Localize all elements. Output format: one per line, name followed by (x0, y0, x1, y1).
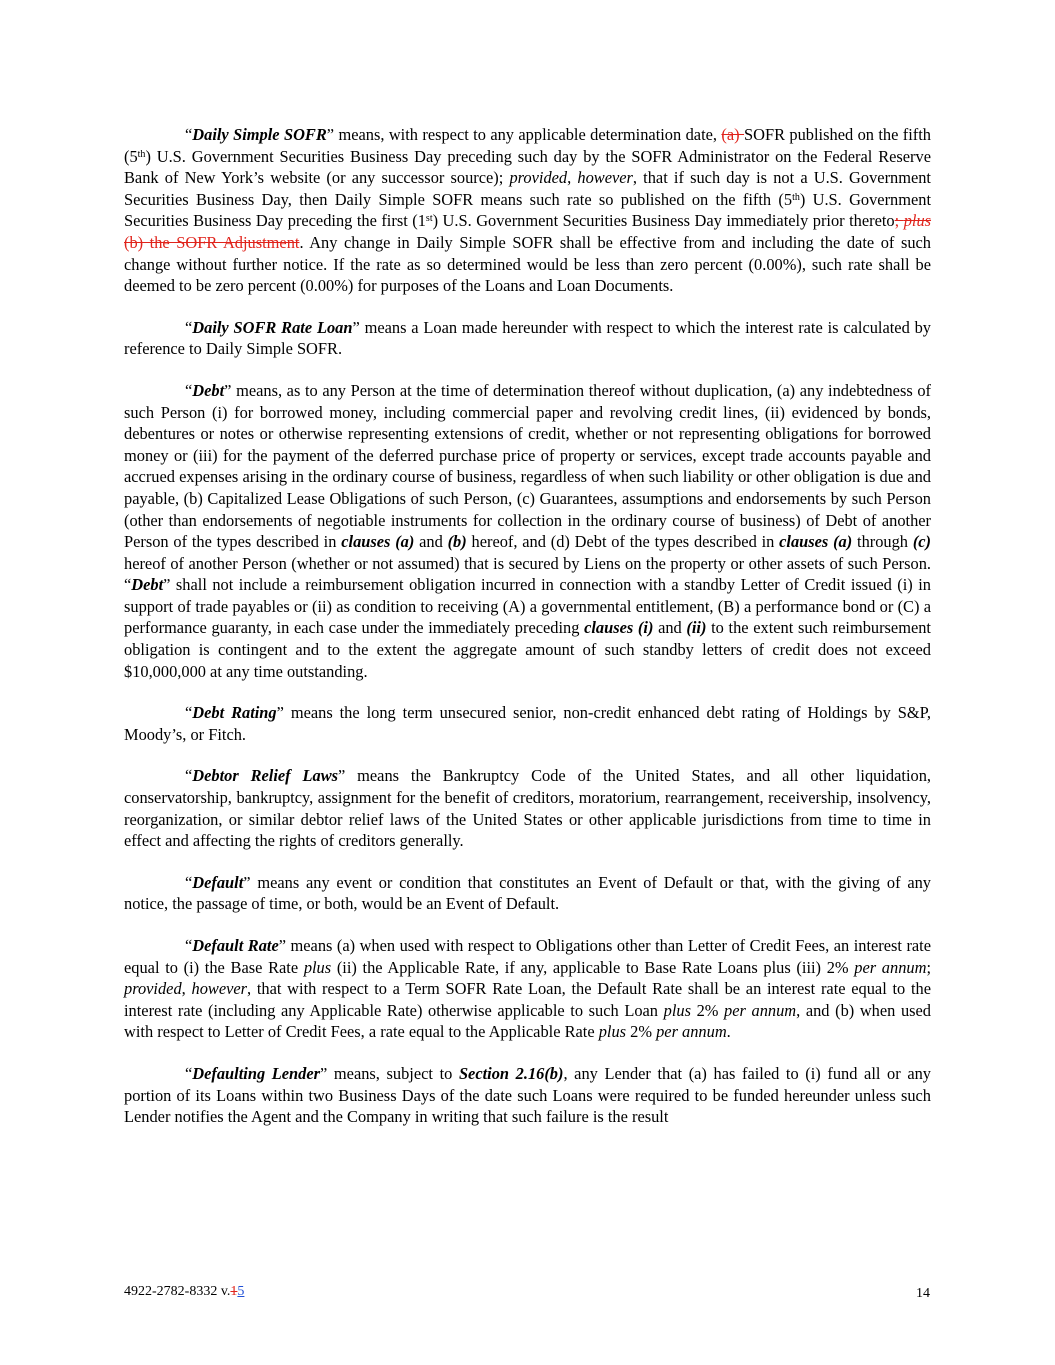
definition-daily-sofr-rate-loan: “Daily SOFR Rate Loan” means a Loan made hereunder with respect to which the interest rate is calculated by reference to Daily Simple SOFR. (124, 317, 931, 359)
defined-term: Debt (131, 575, 164, 595)
clause-reference: clauses (a) (779, 532, 853, 552)
deleted-version: 1 (230, 1284, 238, 1299)
deleted-text: (a) (721, 125, 745, 144)
defined-term: Default (192, 872, 244, 892)
clause-reference: clauses (a) (341, 532, 415, 552)
defined-term: Daily Simple SOFR (192, 125, 327, 144)
inserted-version: 5 (237, 1284, 245, 1299)
definition-debtor-relief-laws: “Debtor Relief Laws” means the Bankruptcy Code of the United States, and all other liquidation, conservatorship, bankruptcy, assignment for the benefit of creditors, moratorium, rearrangement, receivership, insolvency, reorganization, or similar debtor relief laws of the United States or other applicable jurisdictions from time to time in effect and affecting the rights of creditors generally. (124, 766, 931, 851)
defined-term: Defaulting Lender (192, 1063, 321, 1083)
defined-term: Daily SOFR Rate Loan (192, 317, 353, 337)
definition-debt: “Debt” means, as to any Person at the time of determination thereof without duplication, (a) any indebtedness of such Person (i) for borrowed money, including commercial paper and revolving credit lines, (ii) evidenced by bonds, debentures or notes or otherwise representing extensions of credit, whether or not representing obligations for borrowed money or (iii) for the payment of the deferred purchase price of property or services, except trade accounts payable and accrued expenses arising in the ordinary course of business, regardless of when such liability or other obligation is due and payable, (b) Capitalized Lease Obligations of such Person, (c) Guarantees, assumptions and endorsements by such Person (other than endorsements of negotiable instruments for collection in the ordinary course of business) of Debt of another Person of the types described in clauses (a) and (b) hereof, and (d) Debt of the types described in clauses (a) through (c) hereof of another Person (whether or not assumed) that is secured by Liens on the property or other assets of such Person. “Debt” shall not include a reimbursement obligation incurred in connection with a standby Letter of Credit issued (i) in support of trade payables or (ii) as condition to receiving (A) a governmental entitlement, (B) a performance bond or (C) a performance guaranty, in each case under the immediately preceding clauses (i) and (ii) to the extent such reimbursement obligation is contingent and to the extent the aggregate amount of such standby letters of credit does not exceed $10,000,000 at any time outstanding. (124, 380, 932, 681)
definition-daily-simple-sofr: “Daily Simple SOFR” means, with respect to any applicable determination date, (a) SOFR published on the fifth (5th) U.S. Government Securities Business Day preceding such day by the SOFR Administrator on the Federal Reserve Bank of New York’s website (or any successor source); provided, however, that if such day is not a U.S. Government Securities Business Day, then Daily Simple SOFR means such rate so published on the fifth (5th) U.S. Government Securities Business Day preceding the first (1st) U.S. Government Securities Business Day immediately prior thereto; plus (b) the SOFR Adjustment. Any change in Daily Simple SOFR shall be effective from and including the date of such change without further notice. If the rate as so determined would be less than zero percent (0.00%), such rate shall be deemed to be zero percent (0.00%) for purposes of the Loans and Loan Documents. (124, 125, 932, 296)
defined-term: Debt Rating (192, 703, 277, 723)
deleted-text: plus (903, 211, 932, 231)
deleted-text: ; (894, 211, 904, 231)
section-reference: Section 2.16(b) (458, 1063, 564, 1083)
deleted-text: (b) the SOFR Adjustment (124, 232, 300, 252)
document-body (124, 124, 931, 1148)
definition-default-rate: “Default Rate” means (a) when used with respect to Obligations other than Letter of Credit Fees, an interest rate equal to (i) the Base Rate plus (ii) the Applicable Rate, if any, applicable to Base Rate Loans plus (iii) 2% per annum; provided, however, that with respect to a Term SOFR Rate Loan, the Default Rate shall be an interest rate equal to the interest rate (including any Applicable Rate) otherwise applicable to such Loan plus 2% per annum, and (b) when used with respect to Letter of Credit Fees, a rate equal to the Applicable Rate plus 2% per annum. (124, 936, 932, 1042)
footer-document-id: 4922-2782-8332 v.15 (124, 1284, 245, 1299)
clause-reference: (b) (447, 532, 467, 552)
definition-debt-rating: “Debt Rating” means the long term unsecured senior, non-credit enhanced debt rating of Holdings by S&P, Moody’s, or Fitch. (124, 703, 931, 744)
defined-term: Default Rate (192, 936, 279, 955)
clause-reference: clauses (i) (584, 618, 654, 638)
clause-reference: (ii) (686, 618, 707, 638)
defined-term: Debt (192, 380, 225, 400)
page-number: 14 (916, 1286, 930, 1301)
clause-reference: (c) (912, 532, 932, 552)
definition-default: “Default” means any event or condition that constitutes an Event of Default or that, with the giving of any notice, the passage of time, or both, would be an Event of Default. (124, 872, 931, 914)
definition-defaulting-lender: “Defaulting Lender” means, subject to Section 2.16(b), any Lender that (a) has failed to (i) fund all or any portion of its Loans within two Business Days of the date such Loans were required to be funded hereunder unless such Lender notifies the Agent and the Company in writing that such failure is the result (124, 1063, 931, 1127)
defined-term: Debtor Relief Laws (192, 766, 339, 786)
